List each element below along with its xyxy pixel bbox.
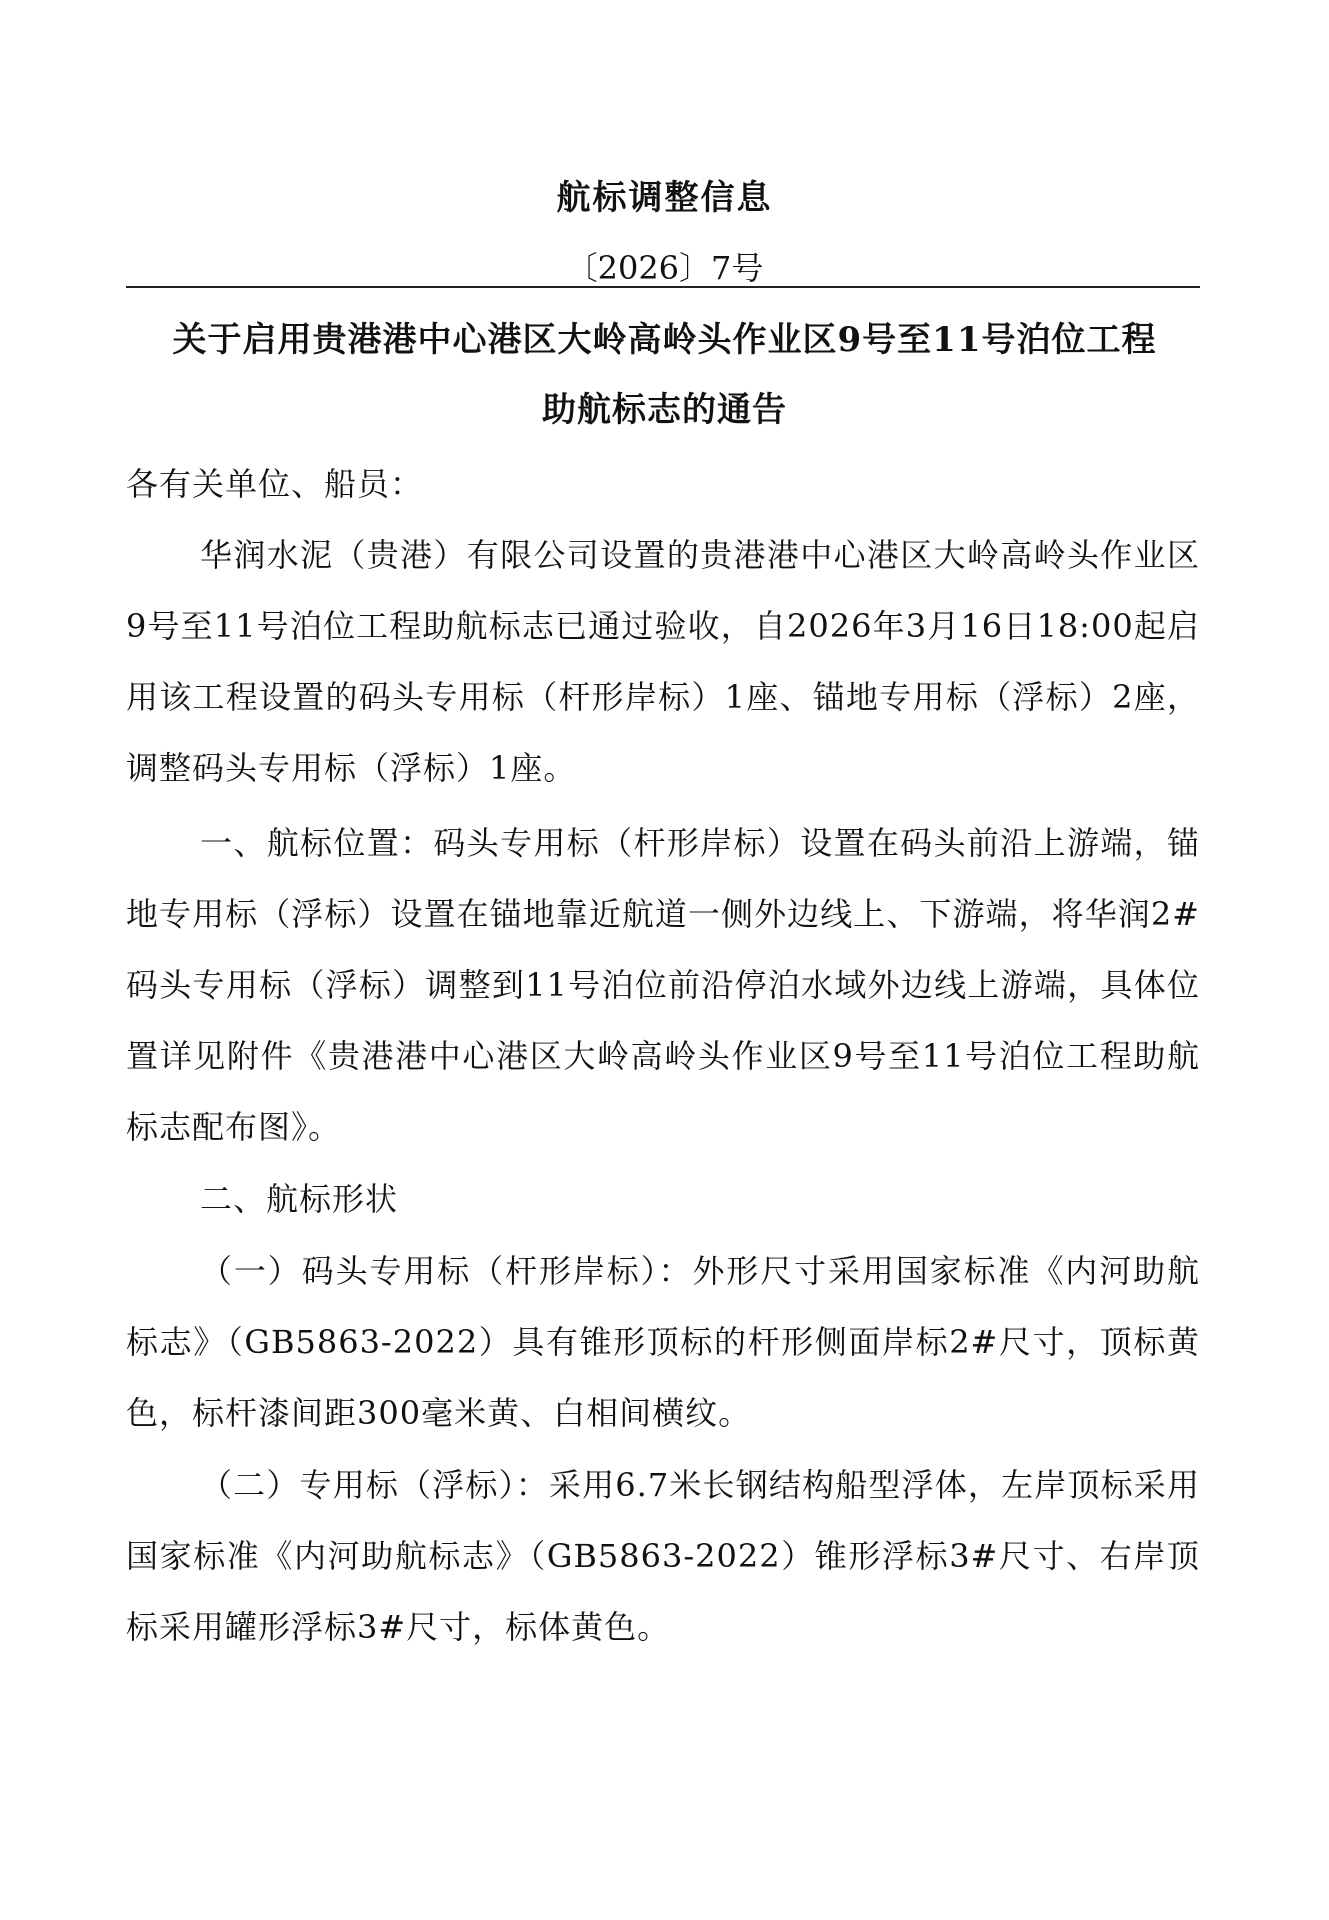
paragraph-section-position: 一、航标位置：码头专用标（杆形岸标）设置在码头前沿上游端，锚地专用标（浮标）设置在锚地靠近航道一侧外边线上、下游端，将华润2#码头专用标（浮标）调整到11号泊位前沿停泊水域外边线上游端，具体位置详见附件《贵港港中心港区大岭高岭头作业区9号至11号泊位工程助航标志配布图》。 [126,824,1200,1146]
document-title: 航标调整信息 [556,178,773,218]
notice-title-line2: 助航标志的通告 [542,390,787,430]
paragraph-shape-shore-mark: （一）码头专用标（杆形岸标）：外形尺寸采用国家标准《内河助航标志》（GB5863-2022）具有锥形顶标的杆形侧面岸标2#尺寸，顶标黄色，标杆漆间距300毫米黄、白相间横纹。 [126,1252,1200,1432]
paragraph-section-shape-heading: 二、航标形状 [200,1180,399,1218]
document-number: 〔2026〕7号 [565,249,764,287]
paragraph-shape-buoy: （二）专用标（浮标）：采用6.7米长钢结构船型浮体，左岸顶标采用国家标准《内河助航标志》（GB5863-2022）锥形浮标3#尺寸、右岸顶标采用罐形浮标3#尺寸，标体黄色。 [126,1466,1200,1646]
paragraph-intro: 华润水泥（贵港）有限公司设置的贵港港中心港区大岭高岭头作业区9号至11号泊位工程助航标志已通过验收，自2026年3月16日18:00起启用该工程设置的码头专用标（杆形岸标）1座、锚地专用标（浮标）2座，调整码头专用标（浮标）1座。 [126,536,1200,787]
header-divider [126,286,1200,288]
salutation: 各有关单位、船员： [126,465,424,503]
notice-title-line1: 关于启用贵港港中心港区大岭高岭头作业区9号至11号泊位工程 [172,320,1157,360]
